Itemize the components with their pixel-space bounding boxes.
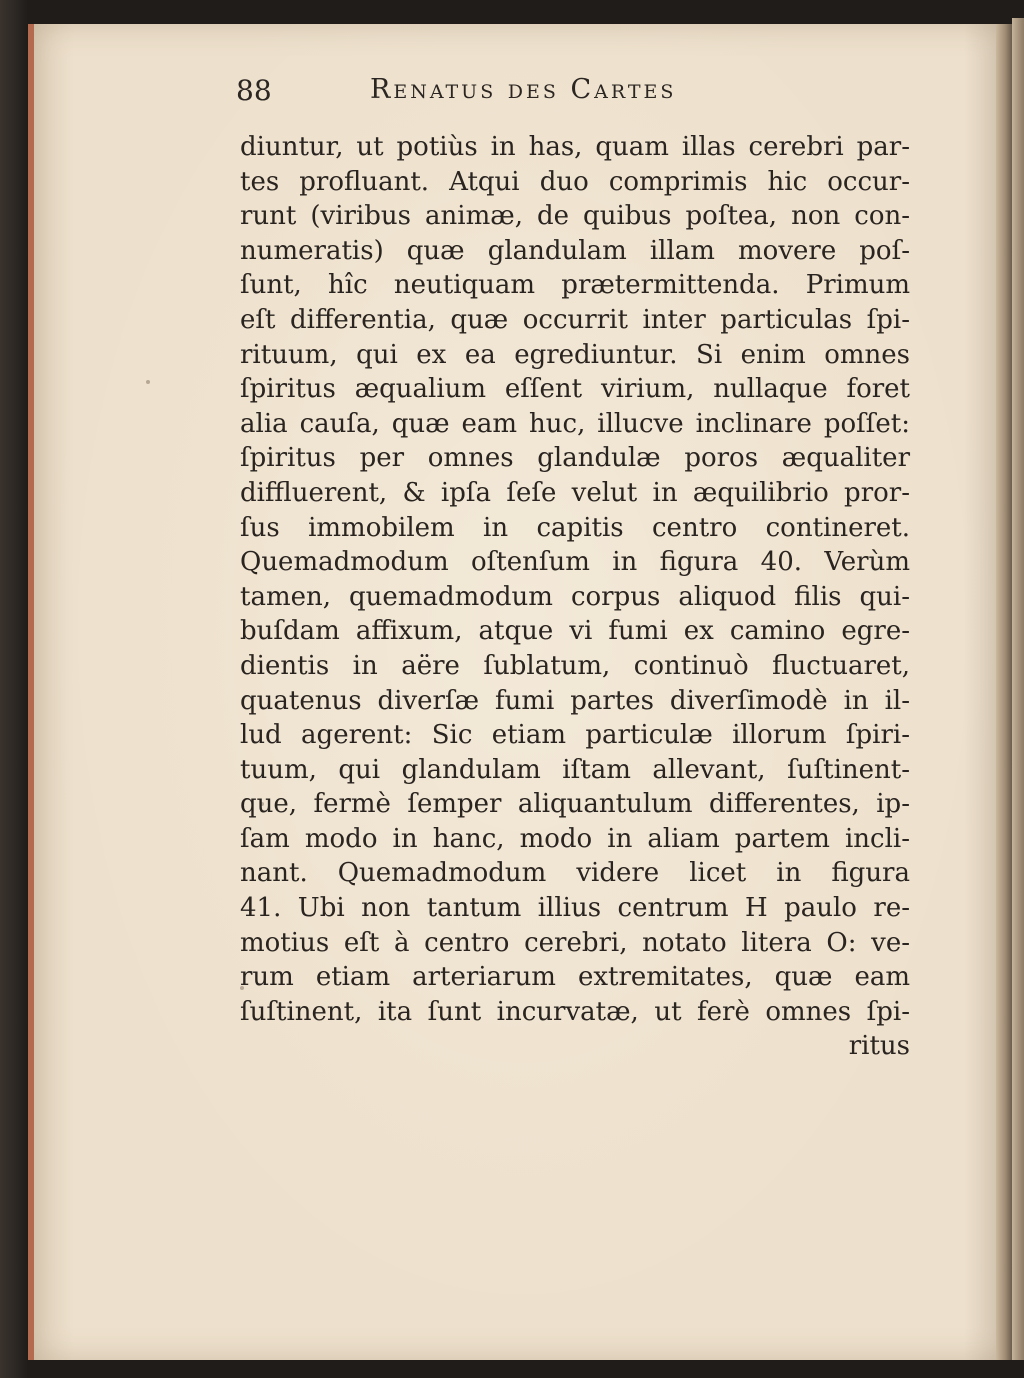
text-line: ſuſtinent, ita ſunt incurvatæ, ut ferè omnes ſpi-	[240, 996, 910, 1027]
catchword: ritus	[848, 1031, 910, 1062]
text-line: ſunt, hîc neutiquam prætermittenda. Primum	[240, 270, 910, 301]
text-line: tamen, quemadmodum corpus aliquod filis qui-	[240, 581, 910, 612]
text-line: rituum, qui ex ea egrediuntur. Si enim omnes	[240, 339, 910, 370]
text-line: buſdam affixum, atque vi fumi ex camino egre-	[240, 616, 910, 647]
text-line: ſam modo in hanc, modo in aliam partem incli-	[240, 823, 910, 854]
text-line: runt (viribus animæ, de quibus poſtea, non con-	[240, 201, 910, 232]
running-title: Renatus des Cartes	[370, 74, 677, 105]
text-line: diuntur, ut potiùs in has, quam illas cerebri par-	[240, 132, 910, 162]
page-gutter	[996, 24, 1012, 1360]
body-text	[240, 130, 910, 1064]
text-line: dientis in aëre ſublatum, continuò fluctuaret,	[240, 650, 910, 681]
text-line: motius eſt à centro cerebri, notato litera O: ve-	[240, 927, 910, 958]
text-line: ſpiritus æqualium eſſent virium, nullaque foret	[240, 374, 910, 405]
text-line: 41. Ubi non tantum illius centrum H paulo re-	[240, 893, 910, 924]
text-line: tuum, qui glandulam iſtam allevant, ſuſtinent-	[240, 754, 910, 785]
text-line: alia cauſa, quæ eam huc, illucve inclinare poſſet:	[240, 408, 910, 439]
text-line: Quemadmodum oſtenſum in figura 40. Verùm	[240, 547, 910, 578]
text-line: ſus immobilem in capitis centro contineret.	[240, 512, 910, 543]
text-line: quatenus diverſæ fumi partes diverſimodè in il-	[240, 685, 910, 716]
text-line: eſt differentia, quæ occurrit inter particulas ſpi-	[240, 304, 910, 335]
paper-blemish	[146, 380, 150, 384]
text-line: que, fermè ſemper aliquantulum differentes, ip-	[240, 789, 910, 820]
page-header	[236, 72, 936, 118]
text-line: numeratis) quæ glandulam illam movere poſ-	[240, 235, 910, 266]
text-line: lud agerent: Sic etiam particulæ illorum ſpiri-	[240, 720, 910, 751]
text-line: nant. Quemadmodum videre licet in figura	[240, 858, 910, 889]
text-line: rum etiam arteriarum extremitates, quæ eam	[240, 962, 910, 993]
text-line: diffluerent, & ipſa ſeſe velut in æquilibrio pror-	[240, 477, 910, 508]
text-line: ſpiritus per omnes glandulæ poros æqualiter	[240, 443, 910, 474]
page-number: 88	[236, 74, 272, 107]
next-page-edge	[1012, 18, 1024, 1360]
text-line: tes profluant. Atqui duo comprimis hic occur-	[240, 166, 910, 197]
